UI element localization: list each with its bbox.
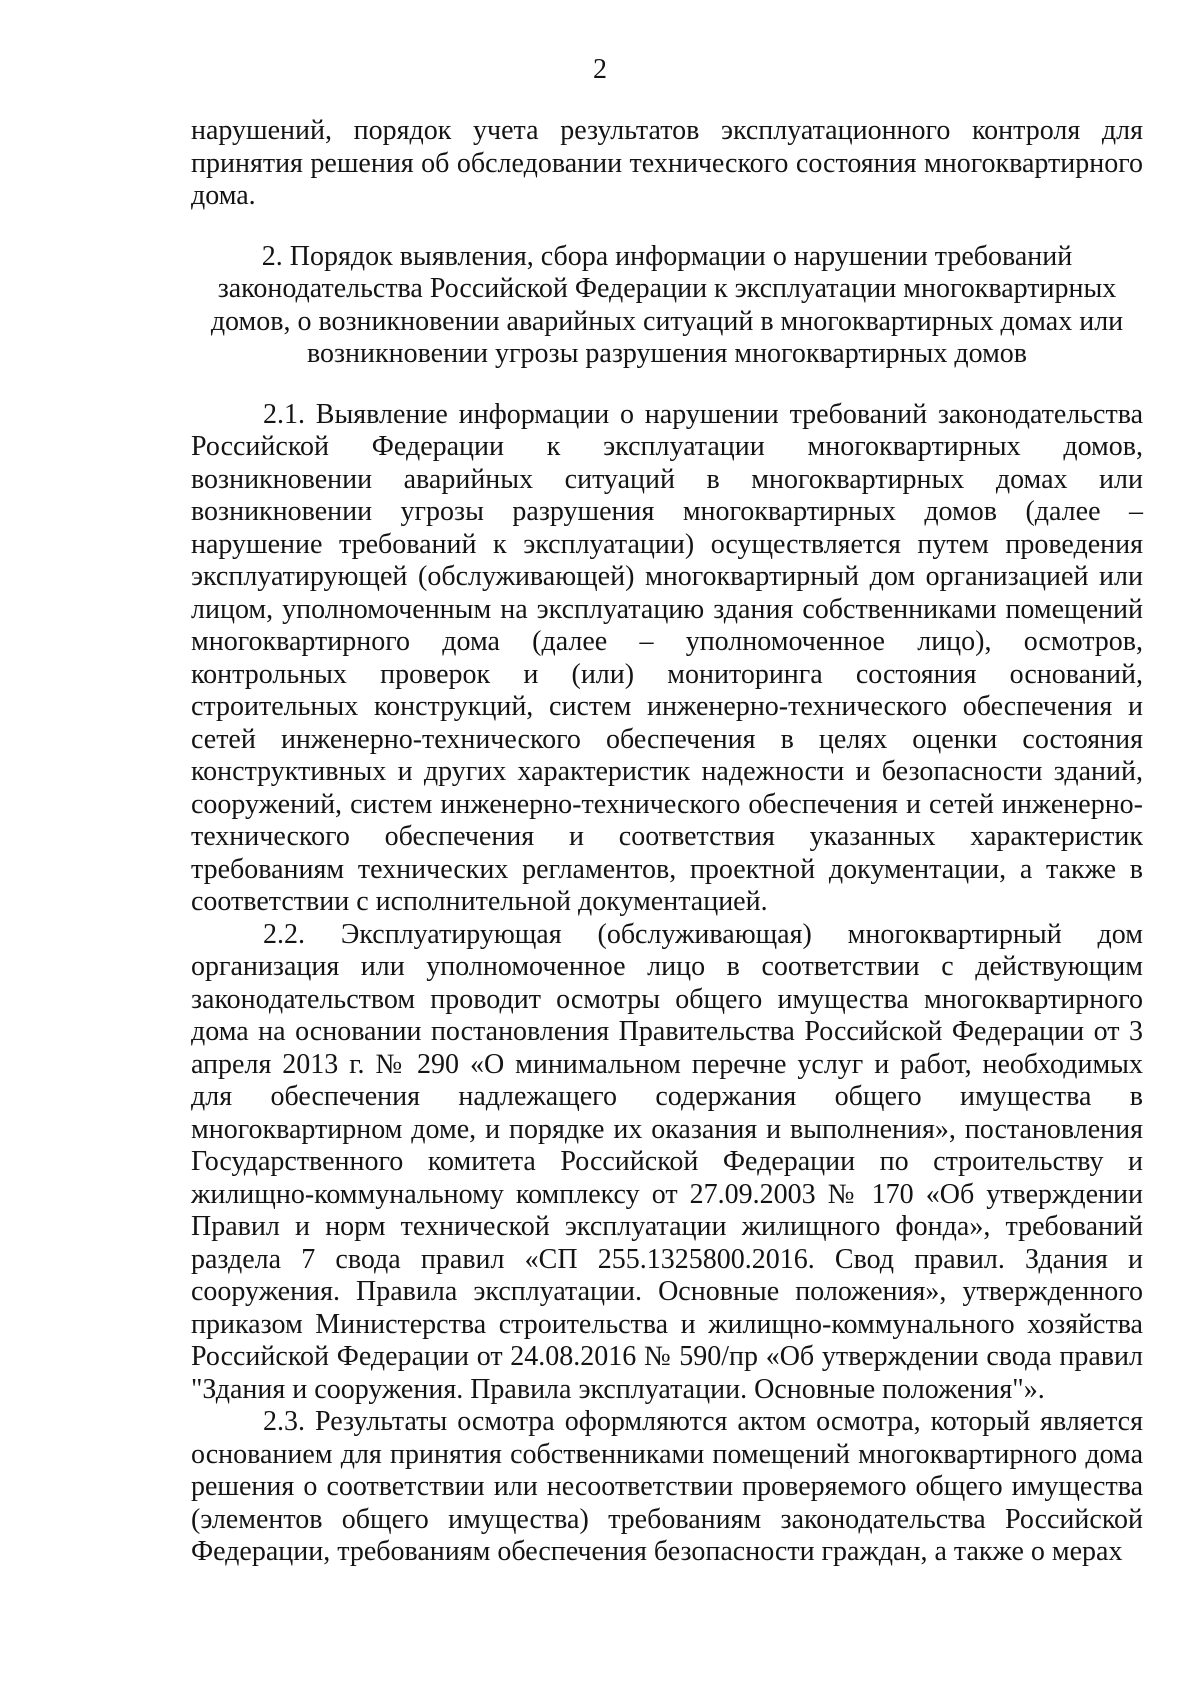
- clause-2-1: 2.1. Выявление информации о нарушении требований законодательства Российской Федерации к эксплуатации многоквартирных домов, возникновении аварийных ситуаций в многоквартирных домах или возникновении угрозы разрушения многоквартирных домов (далее – нарушение требований к эксплуатации) осуществляется путем проведения эксплуатирующей (обслуживающей) многоквартирный дом организацией или лицом, уполномоченным на эксплуатацию здания собственниками помещений многоквартирного дома (далее – уполномоченное лицо), осмотров, контрольных проверок и (или) мониторинга состояния оснований, строительных конструкций, систем инженерно-технического обеспечения и сетей инженерно-технического обеспечения в целях оценки состояния конструктивных и других характеристик надежности и безопасности зданий, сооружений, систем инженерно-технического обеспечения и сетей инженерно-технического обеспечения и соответствия указанных характеристик требованиям технических регламентов, проектной документации, а также в соответствии с исполнительной документацией.: [191, 398, 1143, 917]
- clause-2-2: 2.2. Эксплуатирующая (обслуживающая) многоквартирный дом организация или уполномоченное лицо в соответствии с действующим законодательством проводит осмотры общего имущества многоквартирного дома на основании постановления Правительства Российской Федерации от 3 апреля 2013 г. № 290 «О минимальном перечне услуг и работ, необходимых для обеспечения надлежащего содержания общего имущества в многоквартирном доме, и порядке их оказания и выполнения», постановления Государственного комитета Российской Федерации по строительству и жилищно-коммунальному комплексу от 27.09.2003 № 170 «Об утверждении Правил и норм технической эксплуатации жилищного фонда», требований раздела 7 свода правил «СП 255.1325800.2016. Свод правил. Здания и сооружения. Правила эксплуатации. Основные положения», утвержденного приказом Министерства строительства и жилищно-коммунального хозяйства Российской Федерации от 24.08.2016 № 590/пр «Об утверждении свода правил "Здания и сооружения. Правила эксплуатации. Основные положения"».: [191, 918, 1143, 1405]
- document-body: [191, 115, 1143, 1569]
- clause-2-3: 2.3. Результаты осмотра оформляются актом осмотра, который является основанием для принятия собственниками помещений многоквартирного дома решения о соответствии или несоответствии проверяемого общего имущества (элементов общего имущества) требованиям законодательства Российской Федерации, требованиям обеспечения безопасности граждан, а также о мерах: [191, 1406, 1143, 1567]
- page-number: 2: [593, 54, 607, 85]
- intro-paragraph: нарушений, порядок учета результатов эксплуатационного контроля для принятия решения об обследовании технического состояния многоквартирного дома.: [191, 115, 1143, 211]
- section-heading: 2. Порядок выявления, сбора информации о нарушении требований законодательства Российской Федерации к эксплуатации многоквартирных домов, о возникновении аварийных ситуаций в многоквартирных домах или возникновении угрозы разрушения многоквартирных домов: [210, 240, 1124, 369]
